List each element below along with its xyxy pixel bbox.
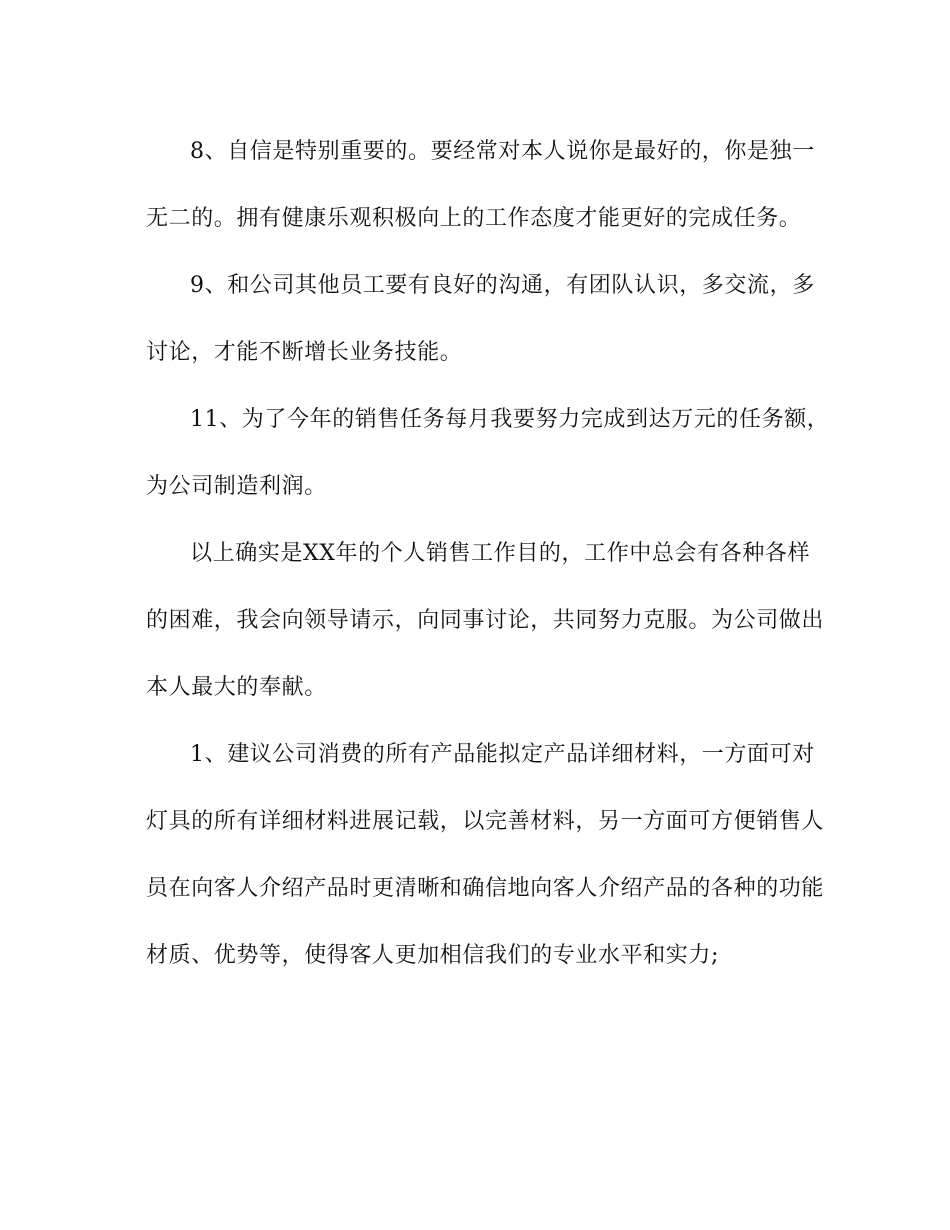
paragraph-line: 1、建议公司消费的所有产品能拟定产品详细材料，一方面可对 [190,742,815,767]
paragraph-line: 为公司制造利润。 [146,474,327,499]
paragraph-11-sales-target [146,386,830,520]
paragraph-summary [146,520,825,721]
document-body [146,118,830,989]
paragraph-line: 9、和公司其他员工要有良好的沟通，有团队认识，多交流，多 [190,273,815,298]
paragraph-line: 灯具的所有详细材料进展记载，以完善材料，另一方面可方便销售人 [146,809,825,834]
paragraph-9-communication [146,252,815,386]
paragraph-line: 以上确实是XX年的个人销售工作目的，工作中总会有各种各样 [190,541,811,566]
paragraph-line: 讨论，才能不断增长业务技能。 [146,340,463,365]
paragraph-line: 11、为了今年的销售任务每月我要努力完成到达万元的任务额， [190,407,830,432]
paragraph-line: 员在向客人介绍产品时更清晰和确信地向客人介绍产品的各种的功能 [146,876,825,901]
paragraph-line: 的困难，我会向领导请示，向同事讨论，共同努力克服。为公司做出 [146,608,825,633]
paragraph-line: 本人最大的奉献。 [146,675,327,700]
paragraph-line: 无二的。拥有健康乐观积极向上的工作态度才能更好的完成任务。 [146,206,802,231]
paragraph-1-suggestion [146,721,825,989]
paragraph-8-confidence [146,118,815,252]
paragraph-line: 8、自信是特别重要的。要经常对本人说你是最好的，你是独一 [190,139,815,164]
paragraph-line: 材质、优势等，使得客人更加相信我们的专业水平和实力; [146,943,720,968]
